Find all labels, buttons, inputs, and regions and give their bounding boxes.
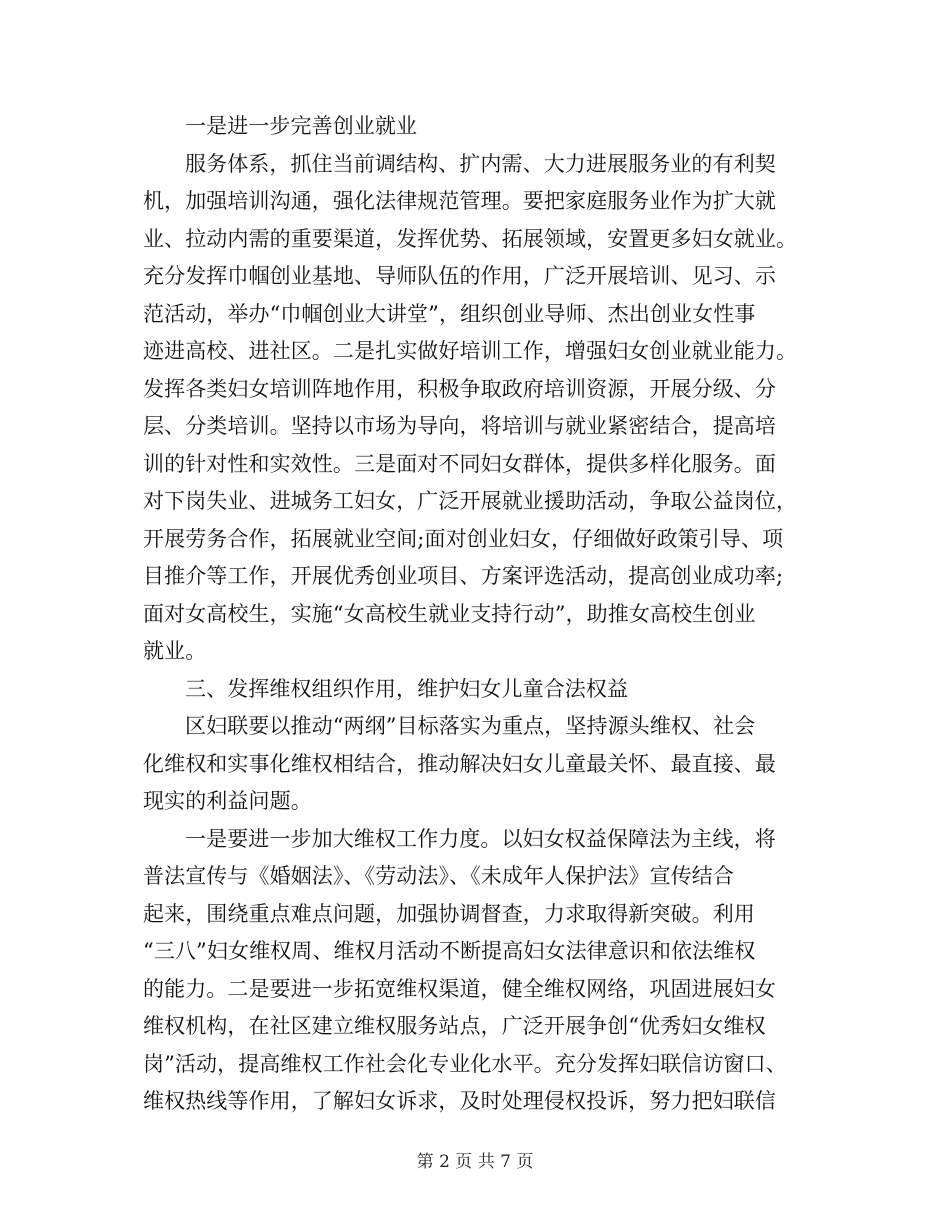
text-line: 普法宣传与《婚姻法》、《劳动法》、《未成年人保护法》宣传结合 (143, 864, 734, 888)
text-line: 迹进高校、进社区。二是扎实做好培训工作，增强妇女创业就业能力。 (143, 339, 798, 363)
page-footer (0, 1150, 950, 1174)
text-line: 维权热线等作用，了解妇女诉求，及时处理侵权投诉，努力把妇联信 (143, 1089, 776, 1113)
text-line: 起来，围绕重点难点问题，加强协调督查，力求取得新突破。利用 (143, 901, 755, 926)
text-line: 面对女高校生，实施“女高校生就业支持行动”，助推女高校生创业 (143, 601, 756, 626)
document-body (143, 108, 803, 1121)
text-line: 范活动，举办“巾帼创业大讲堂”，组织创业导师、杰出创业女性事 (143, 301, 756, 326)
text-line: 充分发挥巾帼创业基地、导师队伍的作用，广泛开展培训、见习、示 (143, 264, 776, 288)
text-line: 层、分类培训。坚持以市场为导向，将培训与就业紧密结合，提高培 (143, 414, 776, 438)
text-line: 训的针对性和实效性。三是面对不同妇女群体，提供多样化服务。面 (143, 451, 776, 476)
page-number-label: 第 2 页 共 7 页 (416, 1152, 534, 1172)
section-heading: 三、发挥维权组织作用，维护妇女儿童合法权益 (185, 676, 629, 701)
text-line: “三八”妇女维权周、维权月活动不断提高妇女法律意识和依法维权 (143, 939, 756, 963)
text-line: 目推介等工作，开展优秀创业项目、方案评选活动，提高创业成功率; (143, 564, 784, 588)
text-line: 现实的利益问题。 (143, 789, 312, 813)
text-line: 岗”活动，提高维权工作社会化专业化水平。充分发挥妇联信访窗口、 (143, 1051, 787, 1076)
text-line: 业、拉动内需的重要渠道，发挥优势、拓展领域，安置更多妇女就业。 (143, 226, 798, 251)
text-line: 机，加强培训沟通，强化法律规范管理。要把家庭服务业作为扩大就 (143, 189, 776, 213)
text-line: 发挥各类妇女培训阵地作用，积极争取政府培训资源，开展分级、分 (143, 376, 776, 401)
text-line: 维权机构，在社区建立维权服务站点，广泛开展争创“优秀妇女维权 (143, 1014, 766, 1038)
text-line: 对下岗失业、进城务工妇女，广泛开展就业援助活动，争取公益岗位， (143, 489, 798, 513)
text-line: 一是要进一步加大维权工作力度。以妇女权益保障法为主线，将 (185, 826, 776, 851)
text-line: 就业。 (143, 639, 207, 663)
text-line: 化维权和实事化维权相结合，推动解决妇女儿童最关怀、最直接、最 (143, 751, 776, 776)
text-line: 区妇联要以推动“两纲”目标落实为重点，坚持源头维权、社会 (185, 714, 756, 738)
text-line: 开展劳务合作，拓展就业空间;面对创业妇女，仔细做好政策引导、项 (143, 526, 784, 551)
text-line: 服务体系，抓住当前调结构、扩内需、大力进展服务业的有利契 (185, 151, 776, 176)
text-line: 的能力。二是要进一步拓宽维权渠道，健全维权网络，巩固进展妇女 (143, 976, 776, 1001)
text-line: 一是进一步完善创业就业 (185, 114, 418, 138)
